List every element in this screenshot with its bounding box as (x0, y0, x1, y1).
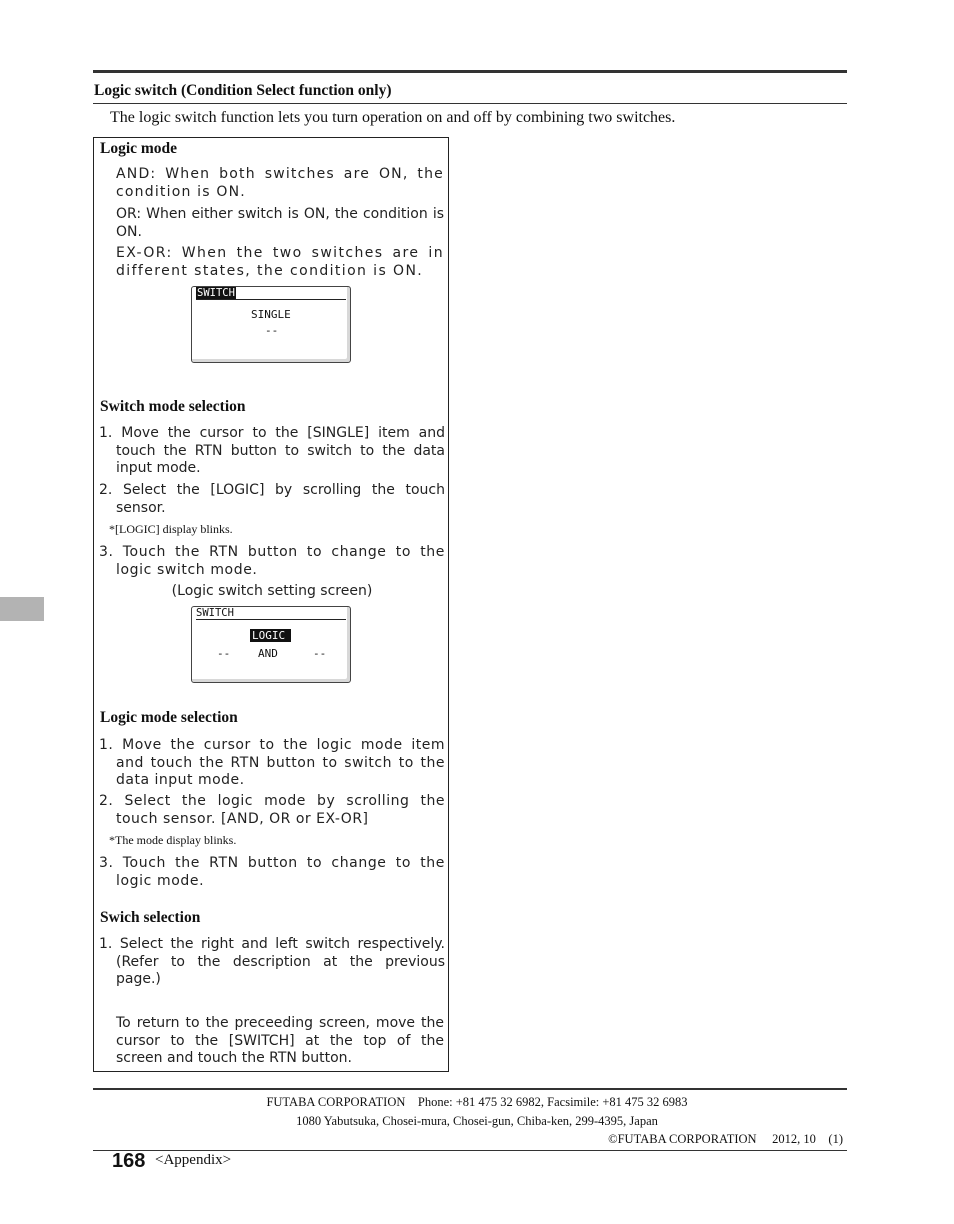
logic-mode-step-1: 1. Move the cursor to the logic mode item and touch the RTN button to switch to the data input mode. (99, 737, 445, 788)
side-tab (0, 597, 44, 621)
screen-title: SWITCH (197, 287, 235, 299)
switch-screen-logic (191, 606, 351, 683)
logic-label: LOGIC (250, 629, 291, 642)
title-underline (93, 103, 847, 104)
screen-divider (196, 299, 346, 300)
content-box (93, 137, 449, 1072)
logic-mode-note: *The mode display blinks. (109, 833, 237, 847)
footer-address: 1080 Yabutsuka, Chosei-mura, Chosei-gun, Chiba-ken, 299-4395, Japan (296, 1114, 658, 1128)
logic-mode-heading: Logic mode (100, 140, 178, 157)
page-label: <Appendix> (155, 1152, 232, 1168)
footer-contact: FUTABA CORPORATION Phone: +81 475 32 6982, Facsimile: +81 475 32 6983 (266, 1095, 688, 1109)
switch-mode-note: *[LOGIC] display blinks. (109, 522, 233, 536)
section-title: Logic switch (Condition Select function only) (94, 82, 392, 99)
logic-mode-selection-heading: Logic mode selection (100, 709, 238, 726)
switch-value: -- (265, 324, 279, 337)
screen-title: SWITCH (196, 607, 234, 619)
logic-mode-and: AND: When both switches are ON, the condition is ON. (116, 166, 444, 200)
switch-selection-step-1: 1. Select the right and left switch respectively. (Refer to the description at the previous page.) (99, 936, 445, 987)
logic-mode-step-2: 2. Select the logic mode by scrolling the touch sensor. [AND, OR or EX-OR] (99, 793, 445, 827)
switch-selection-heading: Swich selection (100, 909, 201, 926)
switch-screen-single (191, 286, 351, 363)
right-switch-value: -- (313, 647, 327, 660)
single-label: SINGLE (251, 308, 291, 321)
logic-mode-exor: EX-OR: When the two switches are in different states, the condition is ON. (116, 245, 444, 279)
switch-mode-heading: Switch mode selection (100, 398, 246, 415)
intro-text: The logic switch function lets you turn operation on and off by combining two switches. (110, 109, 676, 126)
footer-rule (93, 1088, 847, 1090)
switch-mode-step-1: 1. Move the cursor to the [SINGLE] item and touch the RTN button to switch to the data input mode. (99, 425, 445, 476)
logic-mode-or: OR: When either switch is ON, the condition is ON. (116, 206, 444, 240)
logic-mode-value: AND (258, 647, 278, 660)
page-number: 168 (112, 1150, 146, 1172)
logic-mode-step-3: 3. Touch the RTN button to change to the logic mode. (99, 855, 445, 889)
return-instructions: To return to the preceeding screen, move the cursor to the [SWITCH] at the top of the screen and touch the RTN button. (116, 1015, 444, 1066)
left-switch-value: -- (217, 647, 231, 660)
switch-mode-step-2: 2. Select the [LOGIC] by scrolling the touch sensor. (99, 482, 445, 516)
top-rule (93, 70, 847, 73)
screen-divider (196, 619, 346, 620)
footer-copyright: ©FUTABA CORPORATION 2012, 10 (1) (608, 1132, 843, 1146)
footer-rule-2 (93, 1150, 847, 1151)
screen-caption: (Logic switch setting screen) (171, 583, 373, 599)
switch-mode-step-3: 3. Touch the RTN button to change to the logic switch mode. (99, 544, 445, 578)
